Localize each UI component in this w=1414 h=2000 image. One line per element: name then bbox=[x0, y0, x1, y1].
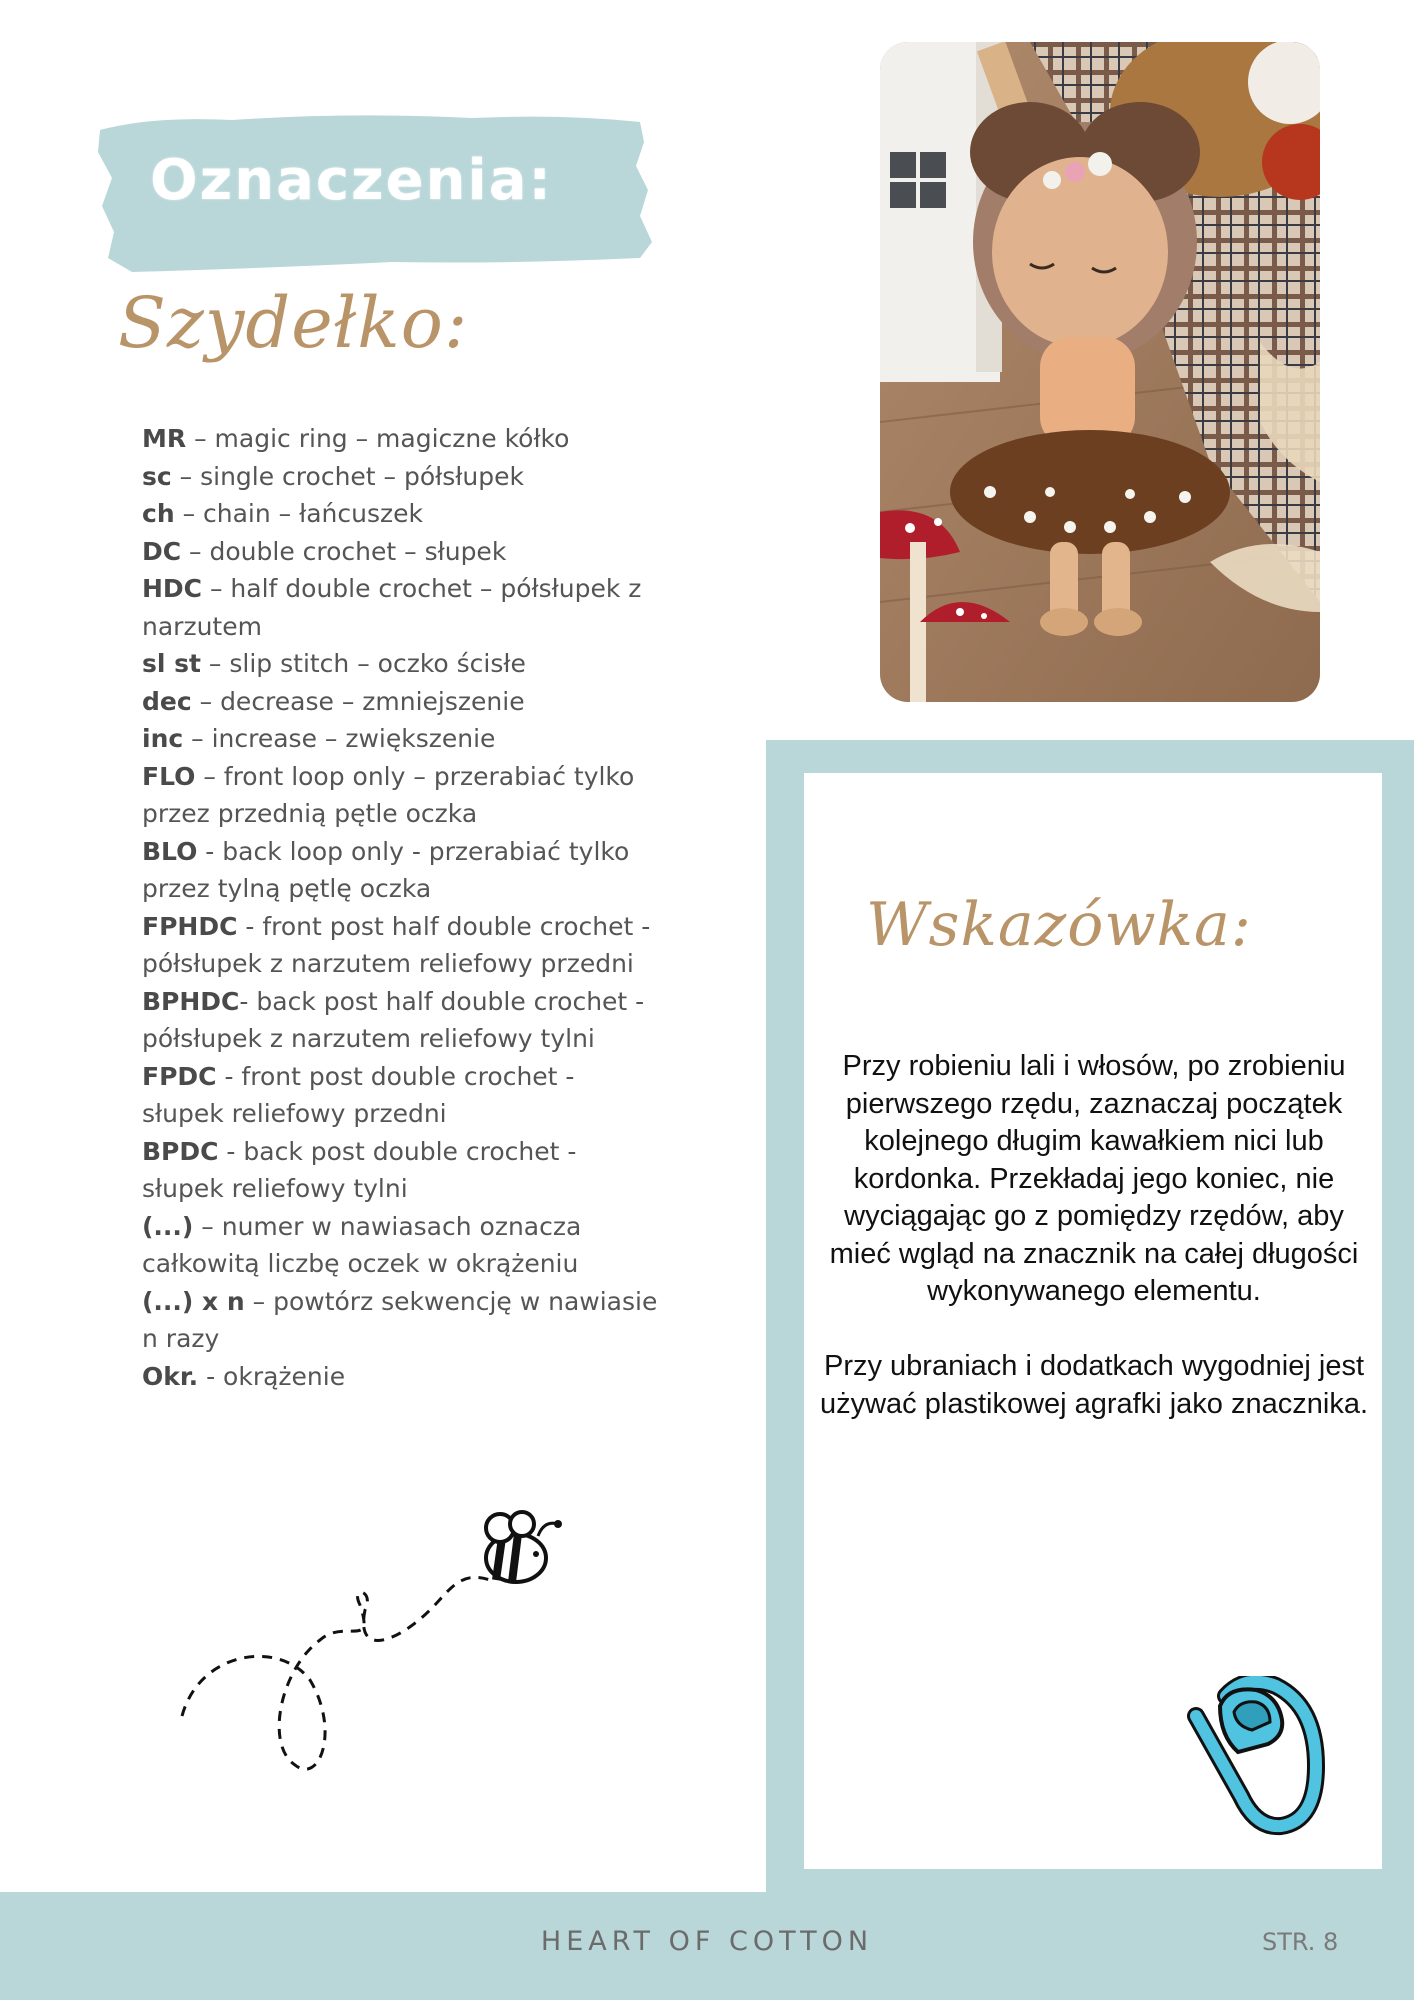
doll-photo bbox=[880, 42, 1320, 702]
abbreviation-description: - okrążenie bbox=[198, 1361, 346, 1391]
page-title: Oznaczenia: bbox=[150, 148, 553, 213]
abbreviation-item bbox=[142, 683, 662, 721]
tip-paragraph-2: Przy ubraniach i dodatkach wygodniej jest używać plastikowej agrafki jako znacznika. bbox=[819, 1350, 1369, 1420]
abbreviation-term: (...) x n bbox=[142, 1286, 245, 1316]
abbreviation-term: FLO bbox=[142, 761, 196, 791]
abbreviation-item bbox=[142, 758, 662, 833]
abbreviation-item bbox=[142, 495, 662, 533]
abbreviation-item bbox=[142, 720, 662, 758]
abbreviation-description: - back post half double crochet - półsłupek z narzutem reliefowy tylni bbox=[142, 986, 645, 1053]
abbreviation-item bbox=[142, 420, 662, 458]
abbreviation-description: – powtórz sekwencję w nawiasie n razy bbox=[142, 1286, 658, 1353]
abbreviation-term: sl st bbox=[142, 649, 201, 678]
abbreviation-description: – half double crochet – półsłupek z narzutem bbox=[142, 574, 642, 641]
tip-title: Wskazówka: bbox=[866, 890, 1253, 960]
abbreviation-item bbox=[142, 1283, 662, 1358]
abbreviation-term: BPDC bbox=[142, 1136, 219, 1166]
abbreviation-item bbox=[142, 533, 662, 571]
tip-text bbox=[814, 1048, 1374, 1423]
abbreviation-term: FPDC bbox=[142, 1061, 217, 1091]
abbreviation-item bbox=[142, 1208, 662, 1283]
abbreviation-item bbox=[142, 833, 662, 908]
abbreviation-description: – chain – łańcuszek bbox=[174, 499, 423, 528]
footer-brand: HEART OF COTTON bbox=[540, 1926, 874, 1957]
abbreviation-description: – increase – zwiększenie bbox=[183, 724, 496, 753]
abbreviation-term: dec bbox=[142, 686, 192, 716]
abbreviation-description: – magic ring – magiczne kółko bbox=[186, 424, 570, 453]
abbreviation-description: – slip stitch – oczko ścisłe bbox=[200, 649, 526, 678]
bee-illustration bbox=[170, 1500, 590, 1780]
abbreviation-term: FPHDC bbox=[142, 911, 238, 941]
abbreviation-description: - back post double crochet - słupek reliefowy tylni bbox=[142, 1136, 577, 1203]
abbreviation-description: – front loop only – przerabiać tylko przez przednią pętle oczka bbox=[142, 761, 635, 828]
abbreviation-term: MR bbox=[142, 424, 187, 453]
abbreviation-description: – decrease – zmniejszenie bbox=[191, 686, 525, 716]
abbreviation-term: ch bbox=[142, 499, 175, 528]
abbreviation-term: Okr. bbox=[142, 1361, 199, 1391]
abbreviation-item bbox=[142, 1358, 662, 1396]
crochet-subtitle: Szydełko: bbox=[118, 282, 469, 364]
tip-paragraph-1: Przy robieniu lali i włosów, po zrobieniu pierwszego rzędu, zaznaczaj początek kolejnego długim kawałkiem nici lub kordonka. Przekładaj jego koniec, nie wyciągając go z pomiędzy rzędów, aby mieć wgląd na znacznik na całej długości wykonywanego elementu. bbox=[829, 1050, 1359, 1307]
abbreviation-term: BPHDC bbox=[142, 986, 240, 1016]
page-number: STR. 8 bbox=[1262, 1928, 1339, 1956]
abbreviation-term: HDC bbox=[142, 574, 203, 603]
abbreviation-item bbox=[142, 908, 662, 983]
abbreviation-description: - front post half double crochet - półsłupek z narzutem reliefowy przedni bbox=[142, 911, 651, 978]
abbreviation-term: sc bbox=[142, 461, 172, 491]
abbreviation-item bbox=[142, 1058, 662, 1133]
abbreviation-item bbox=[142, 645, 662, 683]
abbreviation-term: DC bbox=[142, 536, 182, 566]
abbreviation-term: inc bbox=[142, 724, 184, 753]
abbreviation-item bbox=[142, 1133, 662, 1208]
abbreviation-list bbox=[142, 420, 662, 1395]
abbreviation-item bbox=[142, 458, 662, 496]
abbreviation-term: (...) bbox=[142, 1211, 194, 1241]
abbreviation-description: - front post double crochet - słupek reliefowy przedni bbox=[142, 1061, 575, 1128]
abbreviation-description: – double crochet – słupek bbox=[181, 536, 507, 566]
abbreviation-description: – single crochet – półsłupek bbox=[171, 461, 524, 491]
abbreviation-term: BLO bbox=[142, 836, 198, 866]
abbreviation-item bbox=[142, 983, 662, 1058]
abbreviation-description: - back loop only - przerabiać tylko przez tylną pętlę oczka bbox=[142, 836, 630, 903]
abbreviation-description: – numer w nawiasach oznacza całkowitą liczbę oczek w okrążeniu bbox=[142, 1211, 582, 1278]
stitch-marker-icon bbox=[1186, 1676, 1336, 1836]
abbreviation-item bbox=[142, 570, 662, 645]
